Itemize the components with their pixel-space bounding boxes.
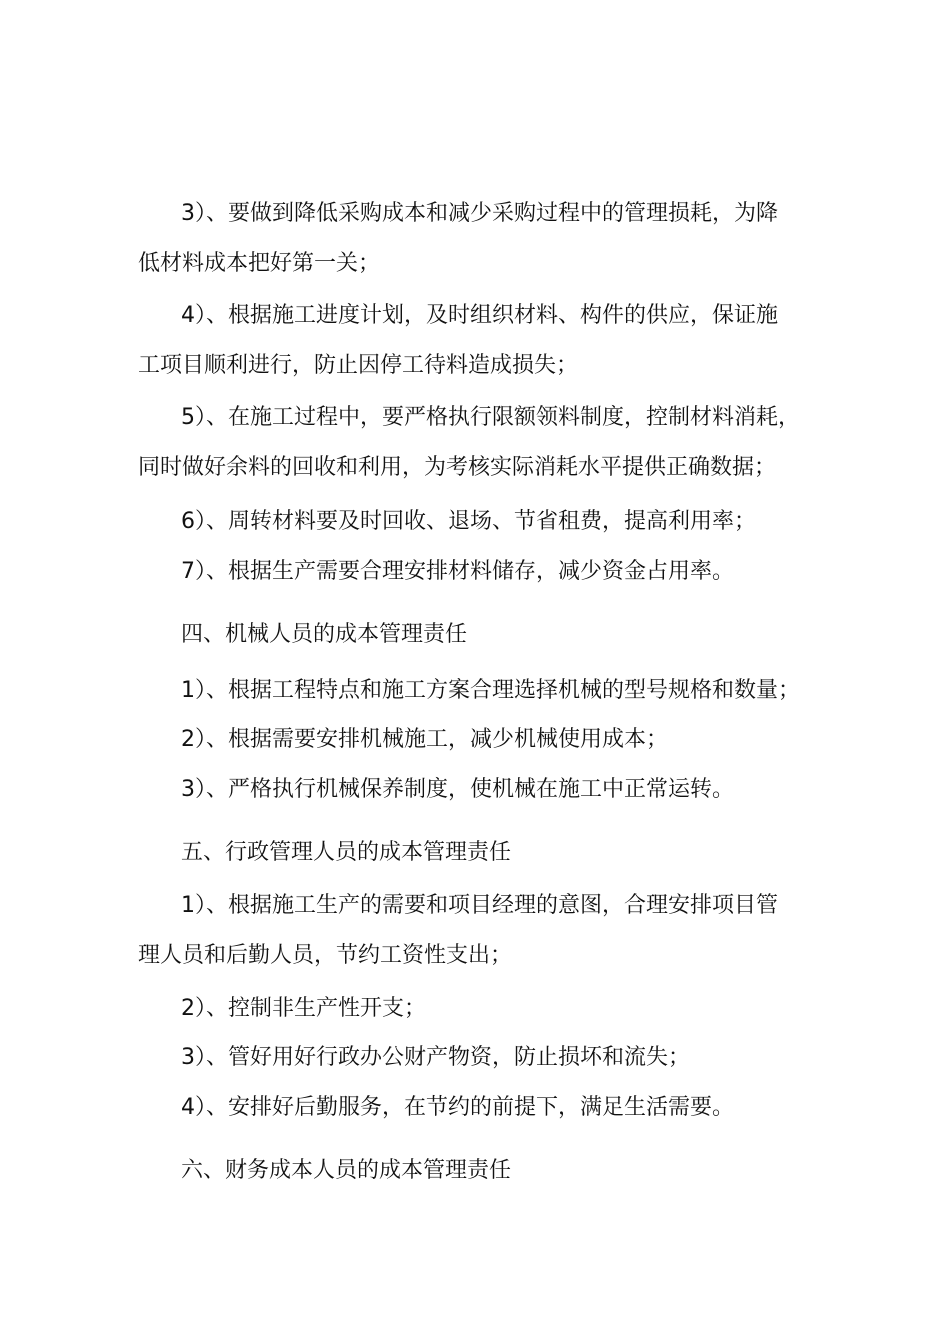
paragraph-line: 3）、管好用好行政办公财产物资，防止损坏和流失； (181, 1045, 690, 1070)
paragraph-line: 3）、要做到降低采购成本和减少采购过程中的管理损耗，为降 (181, 201, 778, 226)
section-heading: 五、行政管理人员的成本管理责任 (181, 840, 512, 865)
paragraph-line: 理人员和后勤人员，节约工资性支出； (138, 943, 513, 968)
section-heading: 六、财务成本人员的成本管理责任 (181, 1158, 512, 1183)
paragraph-line: 7）、根据生产需要合理安排材料储存，减少资金占用率。 (181, 559, 734, 584)
paragraph-line: 低材料成本把好第一关； (138, 251, 381, 276)
paragraph-line: 6）、周转材料要及时回收、退场、节省租费，提高利用率； (181, 509, 756, 534)
paragraph-line: 1）、根据工程特点和施工方案合理选择机械的型号规格和数量； (181, 678, 800, 703)
paragraph-line: 2）、根据需要安排机械施工，减少机械使用成本； (181, 727, 668, 752)
paragraph-line: 4）、根据施工进度计划，及时组织材料、构件的供应，保证施 (181, 303, 778, 328)
paragraph-line: 工项目顺利进行，防止因停工待料造成损失； (138, 353, 579, 378)
paragraph-line: 同时做好余料的回收和利用，为考核实际消耗水平提供正确数据； (138, 455, 777, 480)
paragraph-line: 3）、严格执行机械保养制度，使机械在施工中正常运转。 (181, 777, 734, 802)
paragraph-line: 5）、在施工过程中，要严格执行限额领料制度，控制材料消耗， (181, 405, 800, 430)
paragraph-line: 4）、安排好后勤服务，在节约的前提下，满足生活需要。 (181, 1095, 734, 1120)
paragraph-line: 2）、控制非生产性开支； (181, 996, 426, 1021)
paragraph-line: 1）、根据施工生产的需要和项目经理的意图，合理安排项目管 (181, 893, 778, 918)
section-heading: 四、机械人员的成本管理责任 (181, 622, 468, 647)
